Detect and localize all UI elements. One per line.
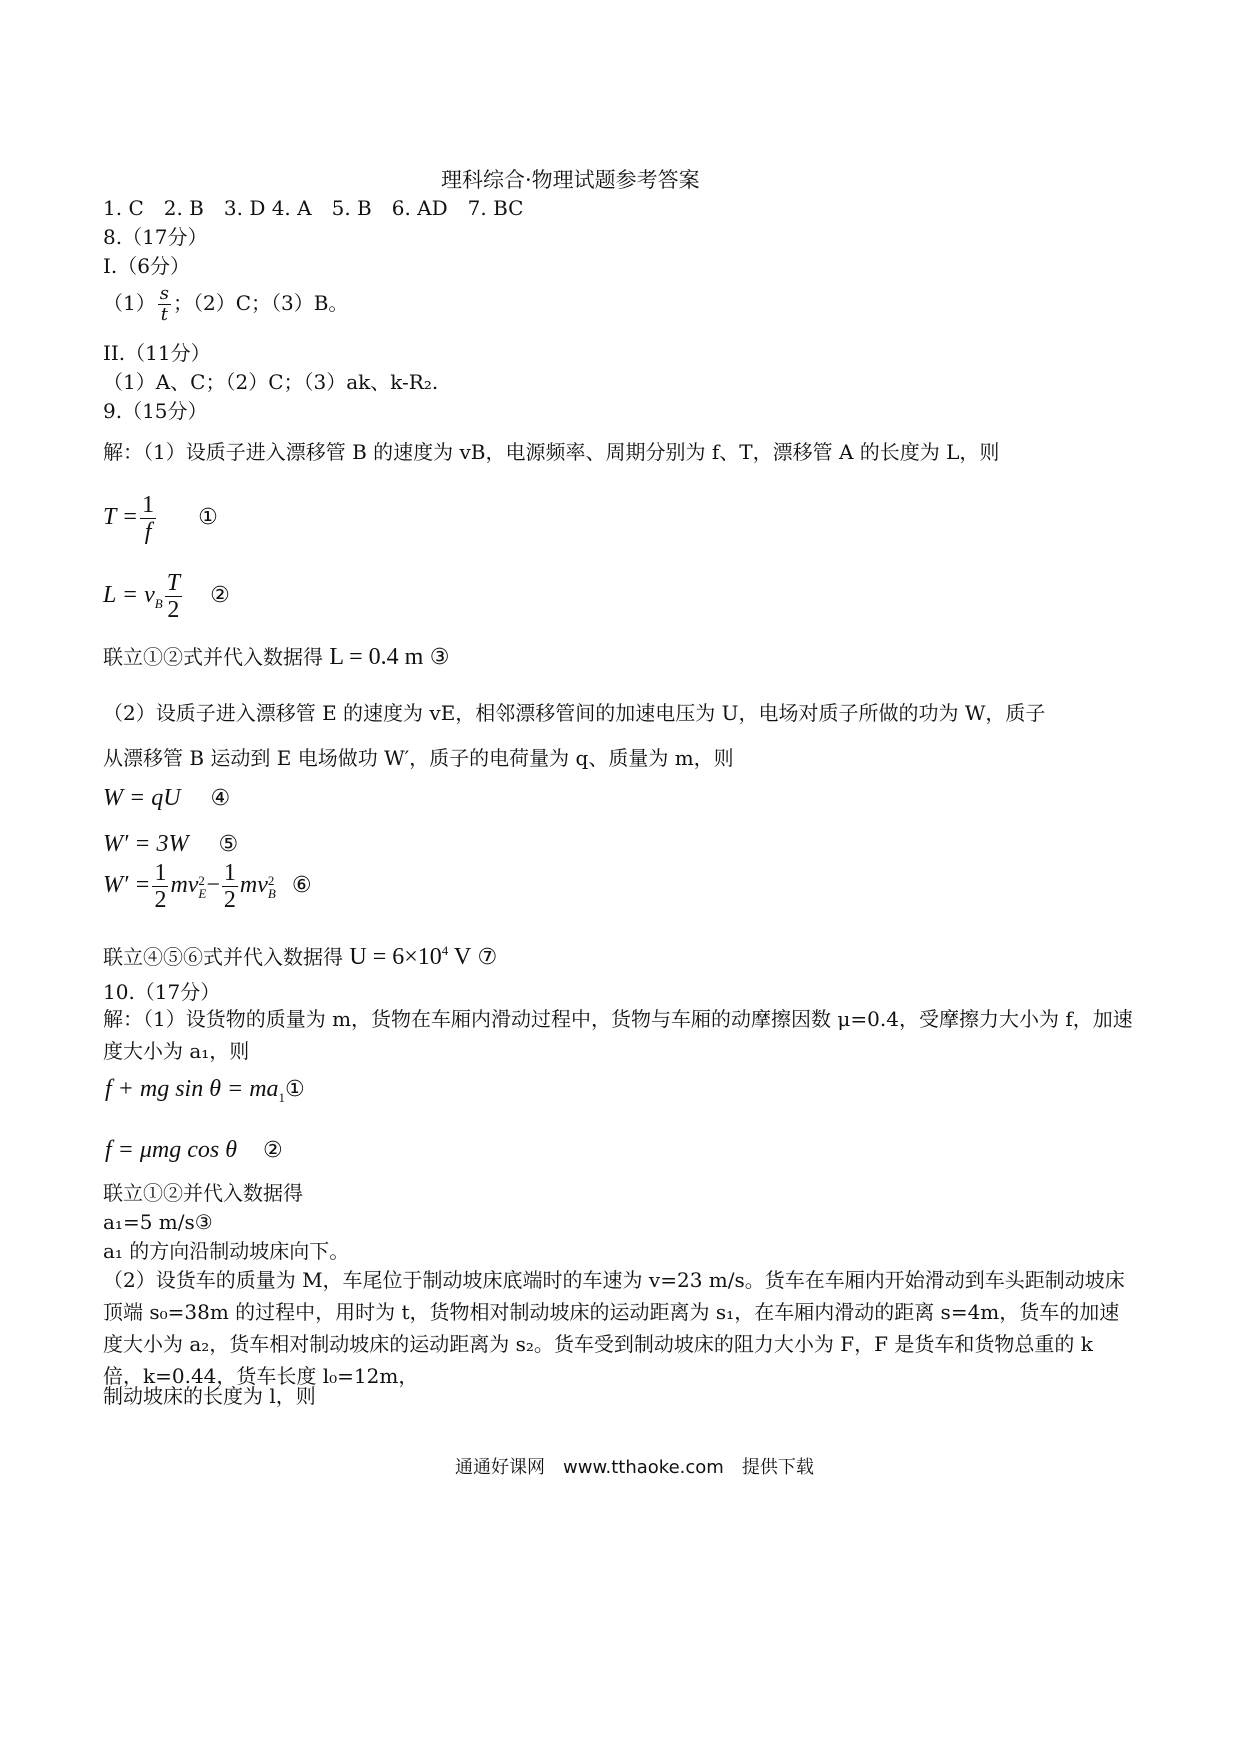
q9-eq6-den2: 2 bbox=[223, 887, 236, 913]
q9-eq1-den: f bbox=[144, 519, 152, 545]
q9-result2-text: 联立④⑤⑥式并代入数据得 bbox=[103, 945, 343, 969]
q8-fraction-num: s bbox=[159, 283, 169, 304]
q9-result2-exp: 4 bbox=[441, 943, 449, 958]
q9-eq1-num: 1 bbox=[142, 492, 155, 518]
q9-result2-tag: ⑦ bbox=[477, 945, 498, 970]
q9-eq6-scripts2 bbox=[268, 874, 276, 900]
q9-eq6-sup2: 2 bbox=[267, 872, 275, 888]
q9-part2-line2: 从漂移管 B 运动到 E 电场做功 W′，质子的电荷量为 q、质量为 m，则 bbox=[103, 746, 734, 770]
q9-eq2-tag: ② bbox=[210, 583, 230, 609]
q9-eq4 bbox=[103, 786, 230, 811]
q10-header: 10.（17分） bbox=[103, 980, 221, 1004]
q9-eq2 bbox=[103, 570, 230, 623]
q9-result1-eq: L = 0.4 m bbox=[329, 644, 424, 670]
q10-a1-value: a₁=5 m/s③ bbox=[103, 1210, 213, 1234]
q9-eq6-num1: 1 bbox=[154, 860, 167, 886]
mc-answers: 1. C 2. B 3. D 4. A 5. B 6. AD 7. BC bbox=[103, 196, 524, 220]
q9-eq1 bbox=[103, 492, 218, 545]
q9-eq6-num2: 1 bbox=[223, 860, 236, 886]
q9-eq4-tag: ④ bbox=[210, 786, 231, 811]
q9-result2-eq bbox=[349, 944, 471, 970]
q9-eq6-lhs: W′ = bbox=[103, 872, 151, 899]
q9-eq2-sub: B bbox=[154, 595, 163, 611]
q8-part1-suffix: ；（2）C；（3）B。 bbox=[172, 291, 349, 315]
page-footer: 通通好课网 www.tthaoke.com 提供下载 bbox=[455, 1457, 814, 1478]
q9-eq2-num: T bbox=[166, 570, 181, 596]
q9-eq6-tag: ⑥ bbox=[291, 873, 312, 899]
q9-intro: 解：（1）设质子进入漂移管 B 的速度为 vB，电源频率、周期分别为 f、T，漂移管 A 的长度为 L，则 bbox=[103, 440, 1000, 464]
q8-part2-answer: （1）A、C；（2）C；（3）ak、k-R₂. bbox=[103, 370, 439, 394]
q9-header: 9.（15分） bbox=[103, 399, 208, 423]
q9-eq1-lhs: T = bbox=[103, 504, 139, 531]
q10-eq2-tag: ② bbox=[263, 1138, 283, 1163]
q9-eq4-expr: W = qU bbox=[103, 785, 181, 811]
q8-part1-prefix: （1） bbox=[103, 291, 156, 315]
q8-part1-header: I.（6分） bbox=[103, 254, 190, 278]
page-title: 理科综合·物理试题参考答案 bbox=[441, 168, 700, 192]
q10-eq1-sub: 1 bbox=[278, 1089, 286, 1105]
q9-eq2-lhs: L = v bbox=[103, 582, 155, 609]
q9-eq6-frac1 bbox=[152, 860, 168, 913]
q9-eq2-frac bbox=[165, 570, 182, 623]
q9-result1-tag: ③ bbox=[429, 645, 450, 670]
q10-eq1-tag: ① bbox=[285, 1077, 305, 1102]
q9-result1 bbox=[103, 643, 449, 672]
q9-result2 bbox=[103, 937, 497, 972]
q9-eq5 bbox=[103, 832, 238, 857]
q8-fraction-den: t bbox=[160, 304, 168, 325]
q10-part2: （2）设货车的质量为 M，车尾位于制动坡床底端时的车速为 v=23 m/s。货车在车厢内开始滑动到车头距制动坡床顶端 s₀=38m 的过程中，用时为 t，货物相对制动坡床的运动距离为 s₁，在车厢内滑动的距离 s=4m，货车的加速度大小为 a₂，货车相对制动坡床的运动距离为 s₂。货车受到制动坡床的阻力大小为 F，F 是货车和货物总重的 k 倍，k=0.44，货车长度 l₀=12m， bbox=[103, 1268, 1125, 1388]
q10-result-text: 联立①②并代入数据得 bbox=[103, 1181, 303, 1205]
q10-eq2 bbox=[105, 1138, 283, 1163]
q9-eq2-den: 2 bbox=[167, 597, 180, 623]
q9-eq6 bbox=[103, 860, 312, 913]
q10-eq1-expr: f + mg sin θ = ma bbox=[105, 1076, 279, 1102]
q9-part2-line1: （2）设质子进入漂移管 E 的速度为 vE，相邻漂移管间的加速电压为 U，电场对质子所做的功为 W，质子 bbox=[103, 701, 1046, 725]
q9-eq5-expr: W′ = 3W bbox=[103, 831, 189, 857]
q8-fraction bbox=[158, 284, 171, 325]
q9-result2-base: U = 6×10 bbox=[349, 944, 442, 970]
q9-eq6-term1: mv bbox=[170, 872, 199, 899]
q9-result1-text: 联立①②式并代入数据得 bbox=[103, 645, 323, 669]
q10-intro: 解：（1）设货物的质量为 m，货物在车厢内滑动过程中，货物与车厢的动摩擦因数 μ=0.4，受摩擦力大小为 f，加速度大小为 a₁，则 bbox=[103, 1007, 1133, 1063]
q9-eq5-tag: ⑤ bbox=[218, 832, 239, 857]
q9-eq6-frac2 bbox=[222, 860, 238, 913]
q9-eq1-frac bbox=[140, 492, 156, 545]
q9-eq6-minus: − bbox=[206, 872, 220, 899]
q10-eq1 bbox=[105, 1077, 305, 1110]
q8-header: 8.（17分） bbox=[103, 225, 208, 249]
q10-eq2-expr: f = μmg cos θ bbox=[105, 1137, 238, 1163]
q9-eq6-sub1: E bbox=[198, 885, 207, 901]
q8-part1-answer bbox=[103, 284, 348, 325]
q9-result2-unit: V bbox=[453, 944, 472, 970]
q9-eq6-den1: 2 bbox=[154, 887, 167, 913]
q9-eq6-sup1: 2 bbox=[198, 872, 205, 888]
q8-part2-header: II.（11分） bbox=[103, 341, 211, 365]
q9-eq1-tag: ① bbox=[198, 505, 218, 531]
q10-last-line: 制动坡床的长度为 l，则 bbox=[103, 1384, 316, 1408]
q9-eq6-term2: mv bbox=[239, 872, 268, 899]
q10-a1-direction: a₁ 的方向沿制动坡床向下。 bbox=[103, 1239, 350, 1263]
q9-eq6-sub2: B bbox=[267, 885, 276, 901]
